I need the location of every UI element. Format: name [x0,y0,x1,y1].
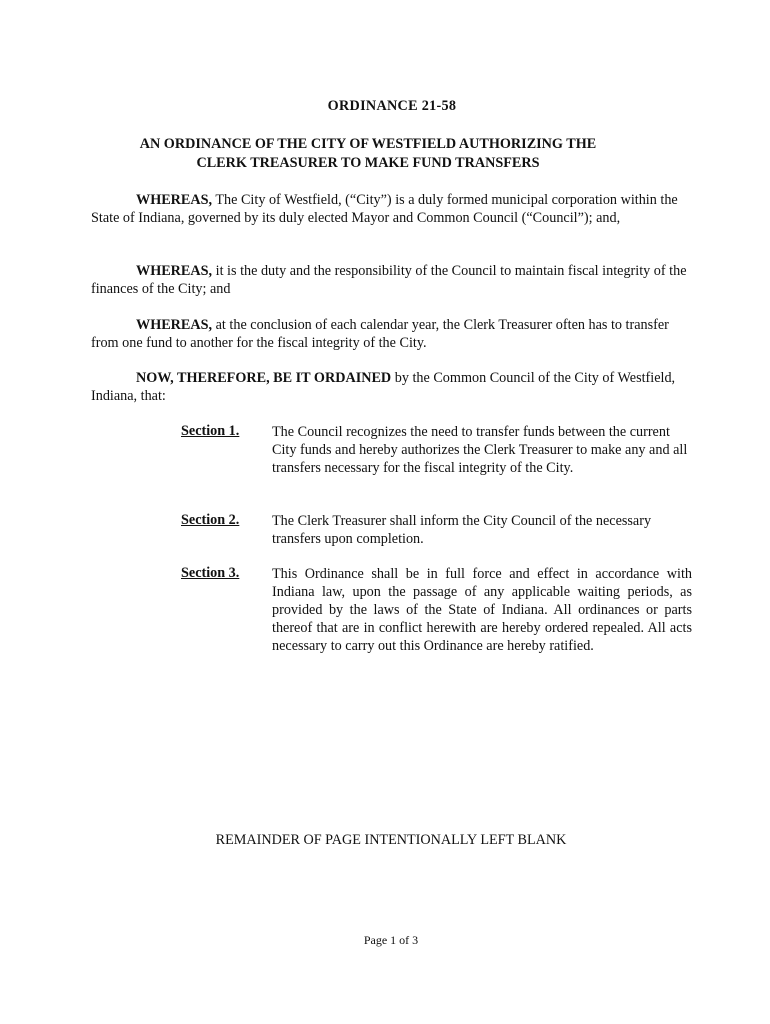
whereas-lead: WHEREAS, [136,192,213,208]
section-label: Section 3. [181,565,240,581]
now-therefore-text: by the Common Council of the City of Westfield, Indiana, that: [91,370,676,404]
now-therefore-lead: NOW, THEREFORE, BE IT ORDAINED [136,370,392,386]
section-label: Section 1. [181,423,240,439]
section-text: The Council recognizes the need to transfer funds between the current City funds and hereby authorizes the Clerk Treasurer to make any and all transfers necessary for the fiscal integrity of the City. [272,424,688,476]
whereas-paragraph-3 [91,316,691,352]
subtitle-line-1: AN ORDINANCE OF THE CITY OF WESTFIELD AUTHORIZING THE [139,136,597,152]
whereas-paragraph-2 [91,262,691,298]
section-text: The Clerk Treasurer shall inform the City Council of the necessary transfers upon completion. [272,513,652,547]
ordinance-subtitle [0,135,736,173]
whereas-lead: WHEREAS, [136,317,213,333]
ordinance-title: ORDINANCE 21-58 [327,98,457,114]
page-number: Page 1 of 3 [363,933,419,947]
section-label: Section 2. [181,512,240,528]
remainder-note: REMAINDER OF PAGE INTENTIONALLY LEFT BLANK [215,832,567,848]
whereas-text: it is the duty and the responsibility of the Council to maintain fiscal integrity of the finances of the City; and [91,263,687,297]
whereas-text: at the conclusion of each calendar year, the Clerk Treasurer often has to transfer from one fund to another for the fiscal integrity of the City. [91,317,669,351]
whereas-text: The City of Westfield, (“City”) is a duly formed municipal corporation within the State of Indiana, governed by its duly elected Mayor and Common Council (“Council”); and, [91,192,678,226]
whereas-lead: WHEREAS, [136,263,213,279]
now-therefore-paragraph [91,369,691,405]
whereas-paragraph-1 [91,191,691,227]
subtitle-line-2: CLERK TREASURER TO MAKE FUND TRANSFERS [196,155,540,171]
section-text: This Ordinance shall be in full force and effect in accordance with Indiana law, upon the passage of any applicable waiting periods, as provided by the laws of the State of Indiana. All ordinances or parts thereof that are in conflict herewith are hereby ordered repealed. All acts necessary to carry out this Ordinance are hereby ratified. [272,566,692,654]
